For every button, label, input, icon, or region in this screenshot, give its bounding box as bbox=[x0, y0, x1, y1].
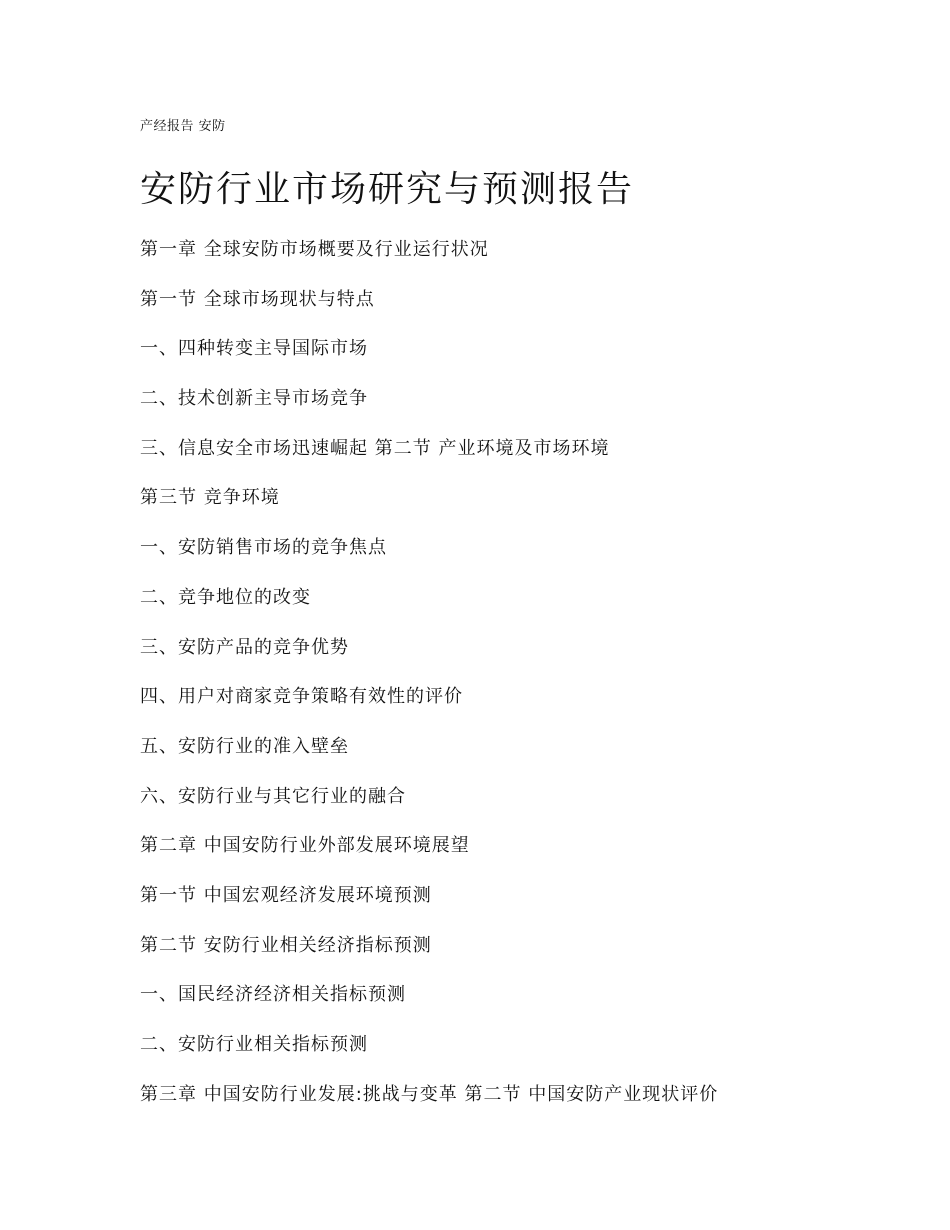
document-title: 安防行业市场研究与预测报告 bbox=[140, 169, 635, 210]
table-of-contents bbox=[140, 236, 718, 1130]
toc-line: 第二节 安防行业相关经济指标预测 bbox=[140, 934, 432, 956]
toc-line: 一、四种转变主导国际市场 bbox=[140, 338, 368, 360]
toc-line: 一、国民经济经济相关指标预测 bbox=[140, 984, 406, 1006]
toc-line: 二、安防行业相关指标预测 bbox=[140, 1034, 368, 1055]
toc-line: 第一节 全球市场现状与特点 bbox=[140, 288, 375, 310]
toc-line: 五、安防行业的准入壁垒 bbox=[140, 735, 349, 757]
toc-line: 四、用户对商家竞争策略有效性的评价 bbox=[140, 686, 463, 708]
toc-line: 第二章 中国安防行业外部发展环境展望 bbox=[140, 835, 470, 857]
toc-line: 一、安防销售市场的竞争焦点 bbox=[140, 537, 387, 559]
toc-line: 第三章 中国安防行业发展:挑战与变革 第二节 中国安防产业现状评价 bbox=[140, 1083, 719, 1105]
toc-line: 二、技术创新主导市场竞争 bbox=[140, 388, 368, 410]
toc-line: 第一节 中国宏观经济发展环境预测 bbox=[140, 884, 432, 906]
toc-line: 三、信息安全市场迅速崛起 第二节 产业环境及市场环境 bbox=[140, 437, 610, 459]
toc-line: 六、安防行业与其它行业的融合 bbox=[140, 785, 406, 807]
report-category-tag: 产经报告 安防 bbox=[140, 119, 226, 134]
toc-line: 第三节 竞争环境 bbox=[140, 487, 280, 509]
toc-line: 三、安防产品的竞争优势 bbox=[140, 636, 349, 658]
toc-line: 第一章 全球安防市场概要及行业运行状况 bbox=[140, 239, 489, 260]
toc-line: 二、竞争地位的改变 bbox=[140, 586, 311, 608]
